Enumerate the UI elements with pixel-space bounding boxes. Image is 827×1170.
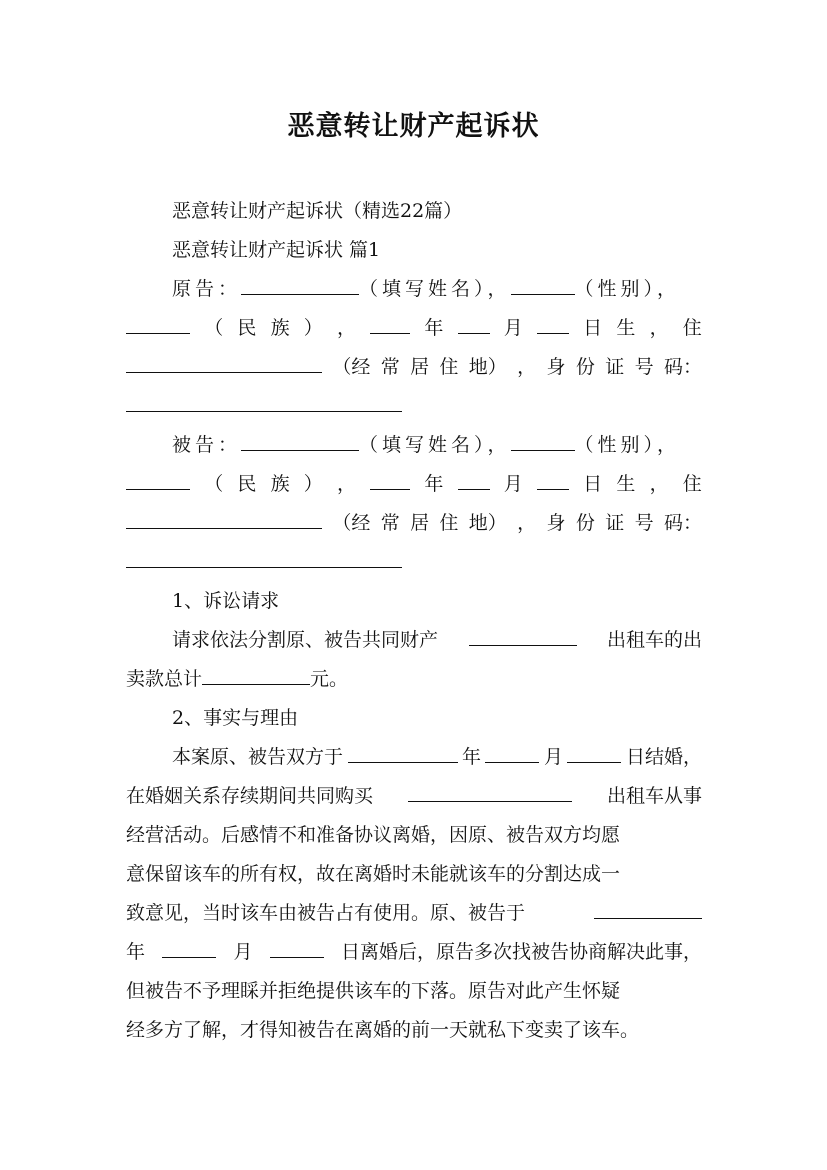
defendant-birth-month-blank[interactable]: [458, 471, 490, 490]
plaintiff-ethnicity-blank[interactable]: [126, 315, 190, 334]
text-run: 请求依法分割原、被告共同财产: [172, 629, 439, 651]
plaintiff-line-2: [126, 315, 702, 341]
text-char: 族: [270, 317, 290, 339]
defendant-ethnicity-blank[interactable]: [126, 471, 190, 490]
defendant-name-hint: （填写姓名），: [359, 434, 511, 456]
text-paren: （: [204, 473, 224, 495]
text-day: 日: [583, 317, 603, 339]
text-char: 号: [634, 356, 654, 378]
amount-blank[interactable]: [202, 666, 310, 685]
plaintiff-label: 原告：: [172, 278, 242, 300]
text-comma: ，: [337, 473, 357, 495]
text-year: 年: [424, 473, 444, 495]
plaintiff-birth-day-blank[interactable]: [537, 315, 569, 334]
section-2-line-7: 但被告不予理睬并拒绝提供该车的下落。原告对此产生怀疑: [126, 980, 621, 1002]
text-char: 码：: [663, 356, 702, 378]
plaintiff-name-hint: （填写姓名），: [359, 278, 511, 300]
chapter-heading: 恶意转让财产起诉状 篇1: [172, 239, 381, 261]
text-comma: ，: [649, 473, 669, 495]
text-char: 地）: [468, 356, 507, 378]
divorce-day-blank[interactable]: [270, 939, 324, 958]
plaintiff-id-blank[interactable]: [126, 393, 402, 412]
text-run: 卖款总计: [126, 668, 203, 690]
section-1-line-2: [126, 666, 702, 692]
text-run: 出租车的出: [606, 629, 702, 651]
section-1-line-1: [172, 627, 702, 653]
defendant-id-blank[interactable]: [126, 549, 402, 568]
text-run: 日离婚后，原告多次找被告协商解决此事，: [340, 941, 702, 963]
defendant-birth-day-blank[interactable]: [537, 471, 569, 490]
text-paren: ）: [303, 473, 323, 495]
text-char: （经: [332, 512, 371, 534]
section-2-line-6: [126, 939, 702, 965]
text-comma: ，: [517, 512, 537, 534]
marriage-year-blank[interactable]: [348, 744, 458, 763]
text-char: 生: [616, 317, 636, 339]
text-run: 出租车从事: [606, 785, 702, 807]
divorce-month-blank[interactable]: [162, 939, 216, 958]
text-char: 民: [237, 473, 257, 495]
text-day: 日: [583, 473, 603, 495]
text-char: 常: [380, 512, 400, 534]
text-run: 月: [543, 746, 563, 768]
text-char: 份: [575, 356, 595, 378]
text-char: 常: [380, 356, 400, 378]
subtitle: 恶意转让财产起诉状（精选22篇）: [172, 200, 463, 222]
text-char: 住: [439, 356, 459, 378]
plaintiff-birth-year-blank[interactable]: [370, 315, 410, 334]
text-char: 码：: [663, 512, 702, 534]
defendant-line-4: [126, 549, 702, 575]
defendant-birth-year-blank[interactable]: [370, 471, 410, 490]
defendant-line-1: [172, 432, 702, 458]
plaintiff-line-3: [126, 354, 702, 380]
text-comma: ，: [649, 317, 669, 339]
text-comma: ，: [517, 356, 537, 378]
text-char: 住: [682, 473, 702, 495]
text-char: 住: [682, 317, 702, 339]
plaintiff-birth-month-blank[interactable]: [458, 315, 490, 334]
document-title: 恶意转让财产起诉状: [287, 111, 540, 142]
plaintiff-gender-blank[interactable]: [511, 276, 575, 295]
section-2-line-2: [126, 783, 702, 809]
defendant-address-blank[interactable]: [126, 510, 322, 529]
text-run: 月: [233, 941, 253, 963]
text-char: 号: [634, 512, 654, 534]
text-char: 族: [270, 473, 290, 495]
marriage-day-blank[interactable]: [567, 744, 621, 763]
section-2-line-8: 经多方了解，才得知被告在离婚的前一天就私下变卖了该车。: [126, 1019, 640, 1041]
section-2-heading: 2、事实与理由: [172, 707, 299, 729]
text-month: 月: [503, 473, 523, 495]
plaintiff-line-4: [126, 393, 702, 419]
defendant-line-3: [126, 510, 702, 536]
text-char: 居: [410, 356, 430, 378]
text-run: 致意见，当时该车由被告占有使用。原、被告于: [126, 902, 526, 924]
text-year: 年: [424, 317, 444, 339]
text-char: 份: [575, 512, 595, 534]
text-paren: （: [204, 317, 224, 339]
defendant-line-2: [126, 471, 702, 497]
divorce-year-blank[interactable]: [594, 900, 702, 919]
text-char: 身: [546, 512, 566, 534]
text-run: 年: [461, 746, 481, 768]
text-comma: ，: [337, 317, 357, 339]
purchase-blank[interactable]: [408, 783, 572, 802]
text-run: 日结婚，: [625, 746, 702, 768]
section-2-line-4: 意保留该车的所有权，故在离婚时未能就该车的分割达成一: [126, 863, 621, 885]
text-run: 元。: [310, 668, 349, 690]
text-char: 证: [605, 512, 625, 534]
section-1-heading: 1、诉讼请求: [172, 590, 280, 612]
text-run: 在婚姻关系存续期间共同购买: [126, 785, 374, 807]
section-2-line-3: 经营活动。后感情不和准备协议离婚，因原、被告双方均愿: [126, 824, 621, 846]
section-2-line-5: [126, 900, 702, 926]
text-char: 生: [616, 473, 636, 495]
text-char: 民: [237, 317, 257, 339]
text-run: 本案原、被告双方于: [172, 746, 344, 768]
section-2-line-1: [172, 744, 702, 770]
text-char: （经: [332, 356, 371, 378]
plaintiff-address-blank[interactable]: [126, 354, 322, 373]
defendant-gender-hint: （性别），: [574, 434, 681, 456]
text-char: 住: [439, 512, 459, 534]
text-char: 证: [605, 356, 625, 378]
text-month: 月: [503, 317, 523, 339]
defendant-name-blank[interactable]: [241, 432, 359, 451]
plaintiff-line-1: [172, 276, 702, 302]
defendant-label: 被告：: [172, 434, 242, 456]
plaintiff-name-blank[interactable]: [241, 276, 359, 295]
text-char: 身: [546, 356, 566, 378]
text-char: 居: [410, 512, 430, 534]
text-char: 地）: [468, 512, 507, 534]
marriage-month-blank[interactable]: [485, 744, 539, 763]
text-paren: ）: [303, 317, 323, 339]
text-run: 年: [126, 941, 146, 963]
plaintiff-gender-hint: （性别），: [574, 278, 681, 300]
property-blank[interactable]: [469, 627, 577, 646]
defendant-gender-blank[interactable]: [511, 432, 575, 451]
